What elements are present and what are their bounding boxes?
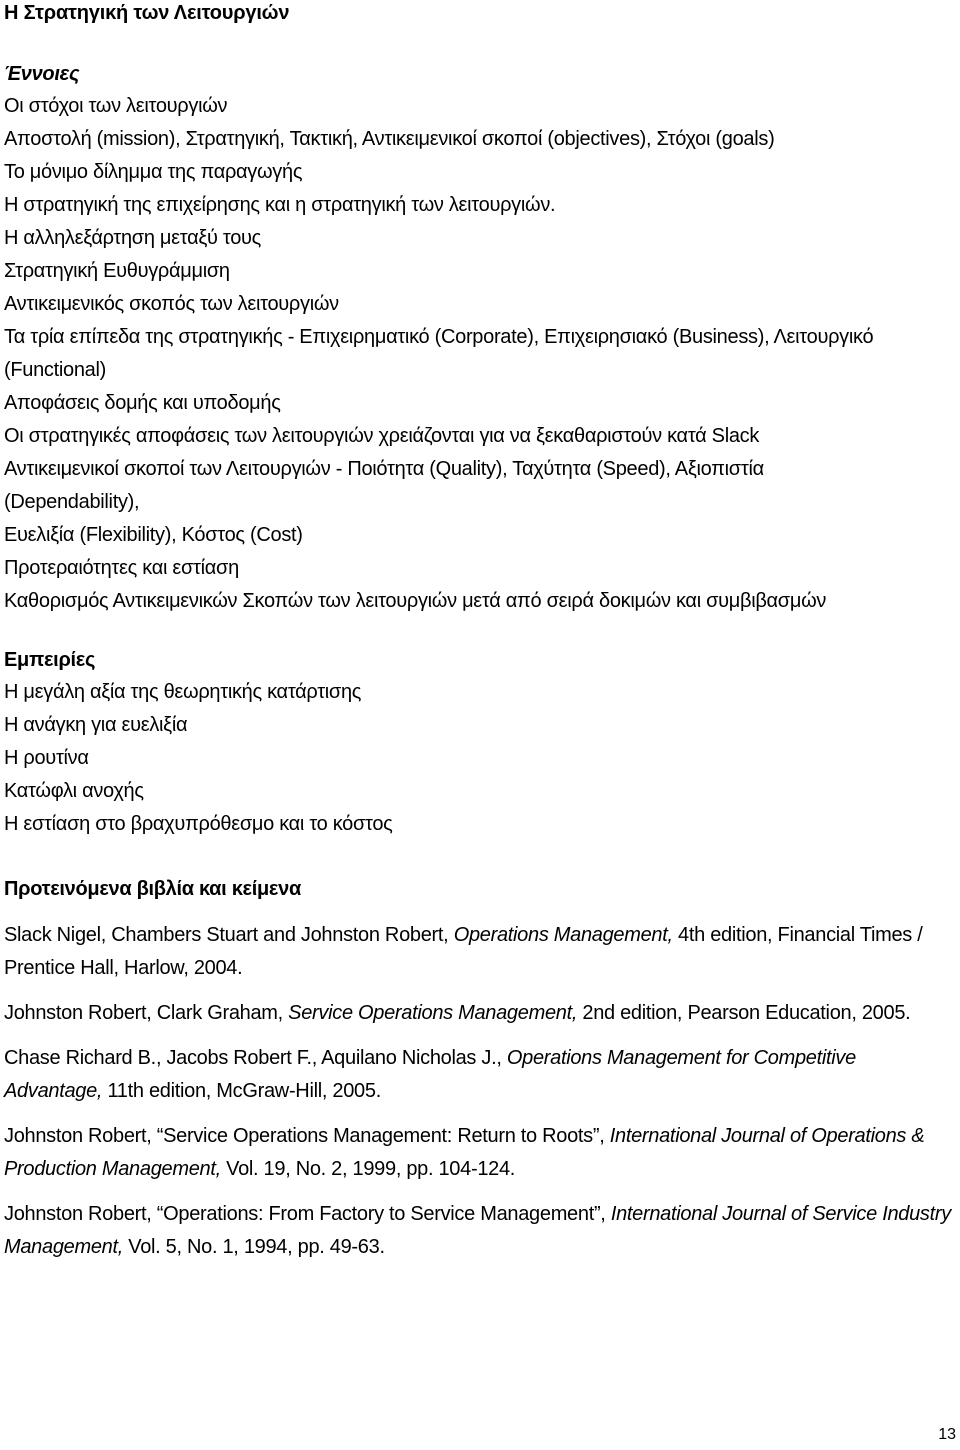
- list-item: Η μεγάλη αξία της θεωρητικής κατάρτισης: [4, 681, 362, 703]
- list-item: Η αλληλεξάρτηση μεταξύ τους: [4, 227, 262, 249]
- list-item: Αντικειμενικοί σκοποί των Λειτουργιών - Ποιότητα (Quality), Ταχύτητα (Speed), Αξιοπιστία: [4, 458, 764, 480]
- reference-title: International Journal of Operations & Production Management,: [4, 1125, 925, 1180]
- experiences-list: [4, 676, 954, 841]
- reference-details: 4th edition, Financial Times / Prentice Hall, Harlow, 2004.: [4, 924, 923, 979]
- reference-authors: Johnston Robert, “Service Operations Management: Return to Roots”,: [4, 1125, 610, 1147]
- list-item: (Dependability),: [4, 491, 140, 513]
- list-item: Οι στόχοι των λειτουργιών: [4, 95, 228, 117]
- list-item: Αποφάσεις δομής και υποδομής: [4, 392, 281, 414]
- reference-item: [4, 1120, 954, 1186]
- page-title: Η Στρατηγική των Λειτουργιών: [4, 2, 290, 24]
- list-item: Αντικειμενικός σκοπός των λειτουργιών: [4, 293, 339, 315]
- reference-authors: Johnston Robert, “Operations: From Factory to Service Management”,: [4, 1203, 611, 1225]
- list-item: Αποστολή (mission), Στρατηγική, Τακτική, Αντικειμενικοί σκοποί (objectives), Στόχοι (goals): [4, 128, 775, 150]
- list-item: Το μόνιμο δίλημμα της παραγωγής: [4, 161, 303, 183]
- experiences-heading: Εμπειρίες: [4, 649, 96, 671]
- concepts-heading: Έννοιες: [4, 63, 80, 85]
- reference-title: Operations Management,: [453, 924, 673, 946]
- reference-item: [4, 919, 954, 985]
- reference-details: 11th edition, McGraw-Hill, 2005.: [102, 1080, 381, 1102]
- list-item: Ευελιξία (Flexibility), Κόστος (Cost): [4, 524, 303, 546]
- reference-details: 2nd edition, Pearson Education, 2005.: [577, 1002, 911, 1024]
- reference-details: Vol. 19, No. 2, 1999, pp. 104-124.: [220, 1158, 516, 1180]
- list-item: Η ανάγκη για ευελιξία: [4, 714, 188, 736]
- list-item: Η εστίαση στο βραχυπρόθεσμο και το κόστος: [4, 813, 393, 835]
- list-item: Κατώφλι ανοχής: [4, 780, 144, 802]
- reference-list: [4, 919, 954, 1264]
- reference-title: Operations Management for Competitive Advantage,: [4, 1047, 856, 1102]
- reference-details: Vol. 5, No. 1, 1994, pp. 49-63.: [123, 1236, 385, 1258]
- concepts-list: [4, 90, 954, 618]
- page-number: 13: [938, 1426, 956, 1443]
- reference-item: [4, 1042, 954, 1108]
- list-item: Προτεραιότητες και εστίαση: [4, 557, 239, 579]
- document-body: [4, 58, 954, 1276]
- list-item: (Functional): [4, 359, 106, 381]
- list-item: Καθορισμός Αντικειμενικών Σκοπών των λειτουργιών μετά από σειρά δοκιμών και συμβιβασμών: [4, 590, 827, 612]
- reference-authors: Slack Nigel, Chambers Stuart and Johnston Robert,: [4, 924, 454, 946]
- reference-item: [4, 1198, 954, 1264]
- reference-title: International Journal of Service Industry Management,: [4, 1203, 951, 1258]
- list-item: Τα τρία επίπεδα της στρατηγικής - Επιχειρηματικό (Corporate), Επιχειρησιακό (Business), Λειτουργικό: [4, 326, 874, 348]
- reference-authors: Johnston Robert, Clark Graham,: [4, 1002, 289, 1024]
- reference-item: [4, 997, 954, 1030]
- list-item: Οι στρατηγικές αποφάσεις των λειτουργιών χρειάζονται για να ξεκαθαριστούν κατά Slack: [4, 425, 760, 447]
- reference-authors: Chase Richard B., Jacobs Robert F., Aquilano Nicholas J.,: [4, 1047, 507, 1069]
- list-item: Η ρουτίνα: [4, 747, 89, 769]
- books-heading: Προτεινόμενα βιβλία και κείμενα: [4, 878, 301, 900]
- reference-title: Service Operations Management,: [288, 1002, 578, 1024]
- list-item: Στρατηγική Ευθυγράμμιση: [4, 260, 230, 282]
- list-item: Η στρατηγική της επιχείρησης και η στρατηγική των λειτουργιών.: [4, 194, 556, 216]
